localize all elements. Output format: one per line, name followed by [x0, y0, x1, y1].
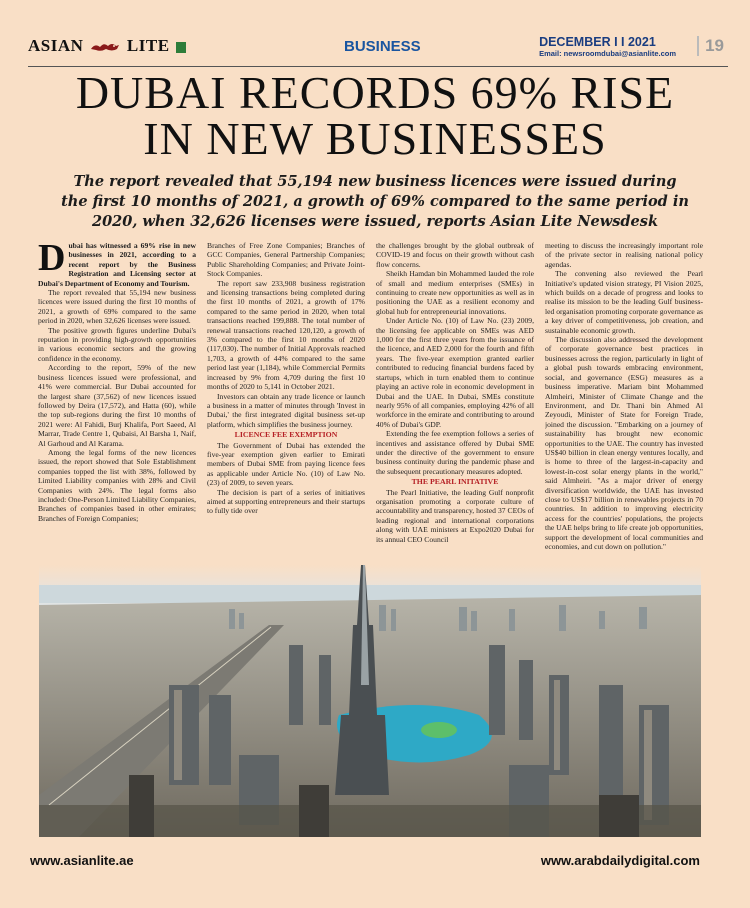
footer-url-left[interactable]: www.asianlite.ae: [30, 853, 134, 868]
paragraph: Under Article No. (10) of Law No. (23) 2009, the licensing fee applicable on SMEs was AED 1,000 for the first three years from the issuance of the licence, and AED 2,000 for the fourth and fifth years. The five-year exemption granted earlier contributed to reducing financial burdens faced by startups, which in turn enabled them to continue playing an active role in economic development in Dubai and the UAE. In Dubai, SMEs constitute nearly 95% of all companies, employing 42% of all workforce in the emirate and contributing to around 40% of Dubai's GDP.: [376, 316, 534, 429]
paragraph: The report revealed that 55,194 new business licences were issued during the first 10 months of 2021, a growth of 69% compared to the same period in 2020, when 32,626 licenses were issued.: [38, 288, 196, 326]
lead-paragraph: Dubai has witnessed a 69% rise in new businesses in 2021, according to a recent report by the Business Registration and Licensing sector at Dubai's Department of Economy and Tourism.: [38, 241, 196, 288]
paragraph: The positive growth figures underline Dubai's reputation in providing high-growth opportunities in various economic sectors and the growing confidence in the economy.: [38, 325, 196, 363]
paragraph: Branches of Free Zone Companies; Branches of GCC Companies, General Partnership Companies; Public Shareholding Companies; and Private Joint-Stock Companies.: [207, 241, 365, 279]
column-3: [376, 241, 534, 571]
issue-date: DECEMBER I I 2021: [539, 35, 656, 49]
asian-lite-logo[interactable]: [28, 36, 186, 56]
article-body: [38, 241, 706, 571]
paragraph: The decision is part of a series of initiatives aimed at supporting entrepreneurs and their startups to fully tide over: [207, 487, 365, 516]
column-4: [545, 241, 703, 571]
drop-cap: D: [38, 241, 66, 279]
logo-badge-icon: [176, 42, 186, 53]
dubai-skyline-photo: [39, 565, 701, 837]
section-subtitle-licence-fee: LICENCE FEE EXEMPTION: [234, 430, 338, 440]
paragraph: Sheikh Hamdan bin Mohammed lauded the role of small and medium enterprises (SMEs) in continuing to create new opportunities as well as in positioning the UAE as a resilient economy and global hub for entrepreneurial innovations.: [376, 269, 534, 316]
section-subtitle-pearl-initiative: THE PEARL INITATIVE: [411, 477, 499, 487]
logo-text-right: LITE: [126, 36, 170, 55]
headline-line-1: DUBAI RECORDS 69% RISE: [75, 67, 675, 118]
paragraph: The Pearl Initiative, the leading Gulf nonprofit organisation promoting a corporate culture of accountability and transparency, hosted 37 CEOs of leading regional and international corporations along with UAE ministers at Expo2020 Dubai for its annual CEO Council: [376, 487, 534, 544]
paragraph: the challenges brought by the global outbreak of COVID-19 and focus on their growth without cash flow concerns.: [376, 241, 534, 269]
column-2: [207, 241, 365, 571]
paragraph: The report saw 233,908 business registration and licensing transactions being completed during the first 10 months of 2021, a growth of 17% compared to the same period in 2020, when total transactions reached 199,888. The total number of renewal transactions reached 120,120, a growth of 3% compared to the first 10 months of 2020 (117,030). The number of Initial Approvals reached 1,703, a growth of 44% compared to the same period last year (1,184), while Commercial Permits increased by 9% from 4,709 during the first 10 months of 2020 to 5,141 in October 2021.: [207, 278, 365, 392]
headline: [20, 67, 730, 164]
paragraph: The convening also reviewed the Pearl Initiative's updated vision strategy, PI Vision 2025, which builds on a decade of progress and looks to realise its mission to be the leading Gulf business-led organisation promoting corporate governance as a key driver of competitiveness, job creation, and sustainable economic growth.: [545, 269, 703, 335]
paragraph: According to the report, 59% of the new business licences issued were professional, and 41% were commercial. Bur Dubai accounted for the largest share (37,562) of new licences issued followed by Deira (17,572), and Hatta (60), while the top sub-regions during the first 10 months of 2021 were: Al Fahidi, Burj Khalifa, Port Saeed, Al Marrar, Trade Centre 1, Qubaisi, Al Barsha 1, Naif, Al Garhoud and Al Karama.: [38, 363, 196, 448]
masthead: [28, 34, 728, 64]
page-number: 19: [697, 36, 724, 56]
paragraph: The Government of Dubai has extended the five-year exemption given earlier to Emirati members of Dubai SME from paying licence fees as applicable under Article No. (10) of Law No. (23) of 2009, to seven years.: [207, 440, 365, 488]
paragraph: Extending the fee exemption follows a series of incentives and assistance offered by Dubai SME under the directive of the government to ensure business continuity during the pandemic phase and the subsequent precautionary measures adopted.: [376, 429, 534, 476]
contact-email[interactable]: Email: newsroomdubai@asianlite.com: [539, 49, 676, 58]
date-block: [539, 35, 676, 58]
paragraph: meeting to discuss the increasingly important role of the private sector in realising national policy agendas.: [545, 241, 703, 269]
section-label: BUSINESS: [344, 38, 421, 55]
paragraph: Investors can obtain any trade licence or launch a business in a matter of minutes through 'Invest in Dubai,' the first integrated digital business set-up platform, which simplifies the business journey.: [207, 391, 365, 429]
subheadline: The report revealed that 55,194 new business licences were issued during the first 10 months of 2021, a growth of 69% compared to the same period in 2020, when 32,626 licenses were issued, reports Asian Lite Newsdesk: [61, 173, 689, 230]
footer-url-right[interactable]: www.arabdailydigital.com: [540, 853, 700, 868]
headline-line-2: IN NEW BUSINESSES: [143, 113, 607, 164]
paragraph: The discussion also addressed the development of corporate governance best practices in businesses across the region, particularly in light of a global push towards embracing environment, social, and governance (ESG) measures as a business imperative. Mariam bint Mohammed Almheiri, Minister of Climate Change and the Environment, and Dr. Thani bin Ahmed Al Zeyoudi, Minister of State for Foreign Trade, joined the discussion. "Embarking on a journey of sustainability has brought new economic opportunities to the UAE. The country has invested US$40 billion in clean energy ventures locally, and is home to three of the largest-in-capacity and lowest-in-cost solar energy plants in the world," said Almheiri. "As a major driver of energy diversification worldwide, the UAE has invested close to US$17 billion in renewables projects in 70 countries. In addition to improving electricity access for the countries' populations, the projects the UAE helps bring to life create job opportunities, support the development of local communities and economies, and cut down on pollution.": [545, 335, 703, 551]
dragon-emblem-icon: [90, 41, 120, 53]
logo-text-left: ASIAN: [28, 36, 84, 55]
column-1: [38, 241, 196, 571]
paragraph: Among the legal forms of the new licences issued, the report showed that Sole Establishment companies topped the list with 38%, followed by Limited Liability companies with 28% and Civil Companies with 24%. The legal forms also included: One-Person Limited Liability Companies, Branches of companies based in other emirates; Branches of Foreign Companies;: [38, 447, 196, 523]
skyline-illustration: [39, 565, 701, 837]
